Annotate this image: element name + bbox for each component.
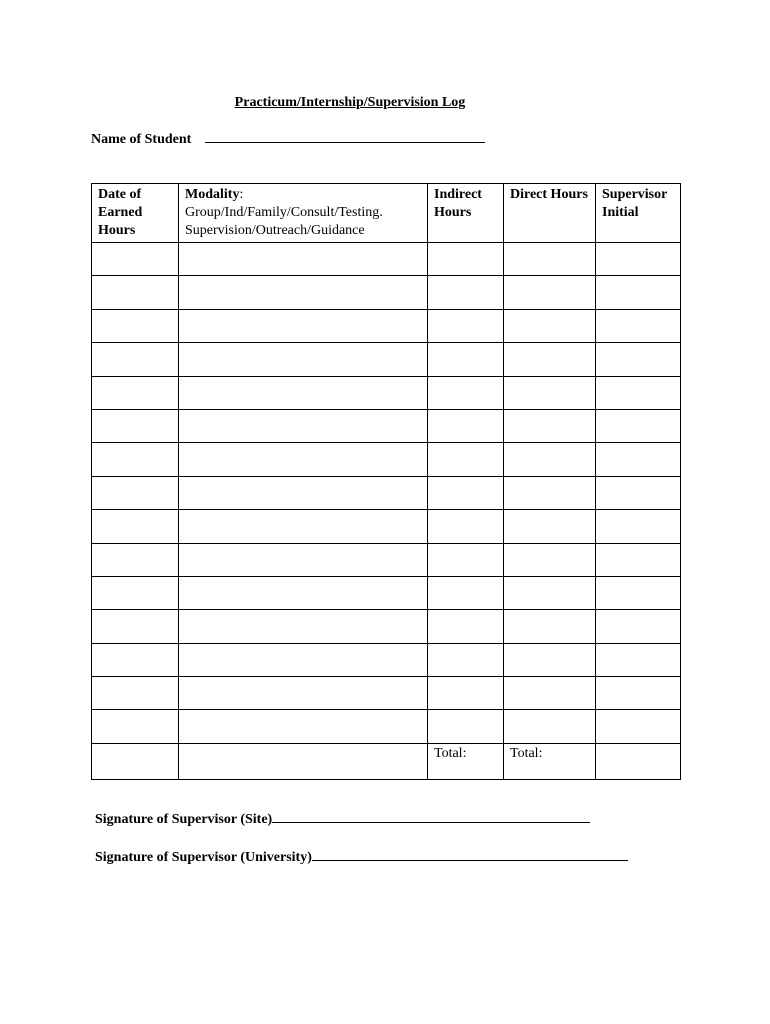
header-modality-label: Modality — [185, 187, 240, 202]
date-cell[interactable] — [92, 309, 179, 342]
signature-university-label: Signature of Supervisor (University) — [95, 850, 312, 865]
supervisor-cell[interactable] — [596, 243, 681, 276]
indirect-cell[interactable] — [428, 610, 504, 643]
indirect-cell[interactable] — [428, 343, 504, 376]
header-modality-colon: : — [239, 187, 244, 202]
date-cell[interactable] — [92, 643, 179, 676]
indirect-cell[interactable] — [428, 409, 504, 442]
date-cell[interactable] — [92, 443, 179, 476]
date-cell[interactable] — [92, 409, 179, 442]
log-row — [92, 510, 681, 543]
indirect-cell[interactable] — [428, 677, 504, 710]
modality-cell[interactable] — [179, 510, 428, 543]
total-direct-cell[interactable]: Total: — [504, 743, 596, 779]
date-cell[interactable] — [92, 243, 179, 276]
log-row — [92, 543, 681, 576]
log-table — [91, 183, 681, 780]
modality-cell[interactable] — [179, 677, 428, 710]
signature-site-label: Signature of Supervisor (Site) — [95, 812, 273, 827]
total-supervisor-cell[interactable] — [596, 743, 681, 779]
header-modality-line2: Supervision/Outreach/Guidance — [185, 223, 365, 238]
log-row — [92, 476, 681, 509]
total-row — [92, 743, 681, 779]
direct-cell[interactable] — [504, 309, 596, 342]
date-cell[interactable] — [92, 276, 179, 309]
direct-cell[interactable] — [504, 276, 596, 309]
date-cell[interactable] — [92, 677, 179, 710]
date-cell[interactable] — [92, 576, 179, 609]
supervisor-cell[interactable] — [596, 710, 681, 743]
indirect-cell[interactable] — [428, 576, 504, 609]
log-row — [92, 243, 681, 276]
total-date-cell[interactable] — [92, 743, 179, 779]
log-row — [92, 409, 681, 442]
student-name-blank[interactable] — [205, 128, 485, 143]
signature-site-blank[interactable] — [272, 808, 590, 823]
log-row — [92, 677, 681, 710]
supervisor-cell[interactable] — [596, 343, 681, 376]
indirect-cell[interactable] — [428, 510, 504, 543]
direct-cell[interactable] — [504, 710, 596, 743]
modality-cell[interactable] — [179, 343, 428, 376]
direct-cell[interactable] — [504, 610, 596, 643]
header-indirect: Indirect Hours — [428, 184, 504, 243]
direct-cell[interactable] — [504, 243, 596, 276]
modality-cell[interactable] — [179, 543, 428, 576]
date-cell[interactable] — [92, 543, 179, 576]
date-cell[interactable] — [92, 610, 179, 643]
supervisor-cell[interactable] — [596, 643, 681, 676]
supervisor-cell[interactable] — [596, 309, 681, 342]
indirect-cell[interactable] — [428, 309, 504, 342]
header-date: Date of Earned Hours — [92, 184, 179, 243]
log-row — [92, 443, 681, 476]
log-row — [92, 643, 681, 676]
header-row — [92, 184, 681, 243]
direct-cell[interactable] — [504, 543, 596, 576]
log-body — [92, 243, 681, 780]
header-supervisor: Supervisor Initial — [596, 184, 681, 243]
direct-cell[interactable] — [504, 476, 596, 509]
supervisor-cell[interactable] — [596, 376, 681, 409]
modality-cell[interactable] — [179, 643, 428, 676]
direct-cell[interactable] — [504, 343, 596, 376]
indirect-cell[interactable] — [428, 643, 504, 676]
indirect-cell[interactable] — [428, 243, 504, 276]
log-row — [92, 276, 681, 309]
supervisor-cell[interactable] — [596, 510, 681, 543]
supervisor-cell[interactable] — [596, 409, 681, 442]
supervisor-cell[interactable] — [596, 576, 681, 609]
date-cell[interactable] — [92, 476, 179, 509]
indirect-cell[interactable] — [428, 376, 504, 409]
header-modality — [179, 184, 428, 243]
log-row — [92, 309, 681, 342]
supervisor-cell[interactable] — [596, 276, 681, 309]
supervisor-cell[interactable] — [596, 677, 681, 710]
signature-site-line — [95, 808, 590, 828]
indirect-cell[interactable] — [428, 710, 504, 743]
indirect-cell[interactable] — [428, 476, 504, 509]
direct-cell[interactable] — [504, 677, 596, 710]
modality-cell[interactable] — [179, 243, 428, 276]
date-cell[interactable] — [92, 510, 179, 543]
date-cell[interactable] — [92, 343, 179, 376]
supervisor-cell[interactable] — [596, 543, 681, 576]
direct-cell[interactable] — [504, 576, 596, 609]
indirect-cell[interactable] — [428, 543, 504, 576]
header-modality-line1: Group/Ind/Family/Consult/Testing. — [185, 205, 383, 220]
log-row — [92, 610, 681, 643]
direct-cell[interactable] — [504, 643, 596, 676]
log-row — [92, 376, 681, 409]
modality-cell[interactable] — [179, 610, 428, 643]
modality-cell[interactable] — [179, 576, 428, 609]
modality-cell[interactable] — [179, 476, 428, 509]
total-indirect-cell[interactable]: Total: — [428, 743, 504, 779]
direct-cell[interactable] — [504, 510, 596, 543]
student-name-line — [91, 128, 485, 148]
header-direct: Direct Hours — [504, 184, 596, 243]
log-row — [92, 576, 681, 609]
log-row — [92, 710, 681, 743]
supervisor-cell[interactable] — [596, 443, 681, 476]
date-cell[interactable] — [92, 376, 179, 409]
supervisor-cell[interactable] — [596, 476, 681, 509]
modality-cell[interactable] — [179, 710, 428, 743]
direct-cell[interactable] — [504, 376, 596, 409]
modality-cell[interactable] — [179, 309, 428, 342]
modality-cell[interactable] — [179, 409, 428, 442]
indirect-cell[interactable] — [428, 276, 504, 309]
direct-cell[interactable] — [504, 409, 596, 442]
total-modality-cell[interactable] — [179, 743, 428, 779]
modality-cell[interactable] — [179, 276, 428, 309]
indirect-cell[interactable] — [428, 443, 504, 476]
modality-cell[interactable] — [179, 376, 428, 409]
signature-university-blank[interactable] — [312, 846, 628, 861]
signature-university-line — [95, 846, 628, 866]
date-cell[interactable] — [92, 710, 179, 743]
modality-cell[interactable] — [179, 443, 428, 476]
document-title: Practicum/Internship/Supervision Log — [234, 95, 466, 110]
supervisor-cell[interactable] — [596, 610, 681, 643]
student-name-label: Name of Student — [91, 132, 192, 147]
log-row — [92, 343, 681, 376]
direct-cell[interactable] — [504, 443, 596, 476]
